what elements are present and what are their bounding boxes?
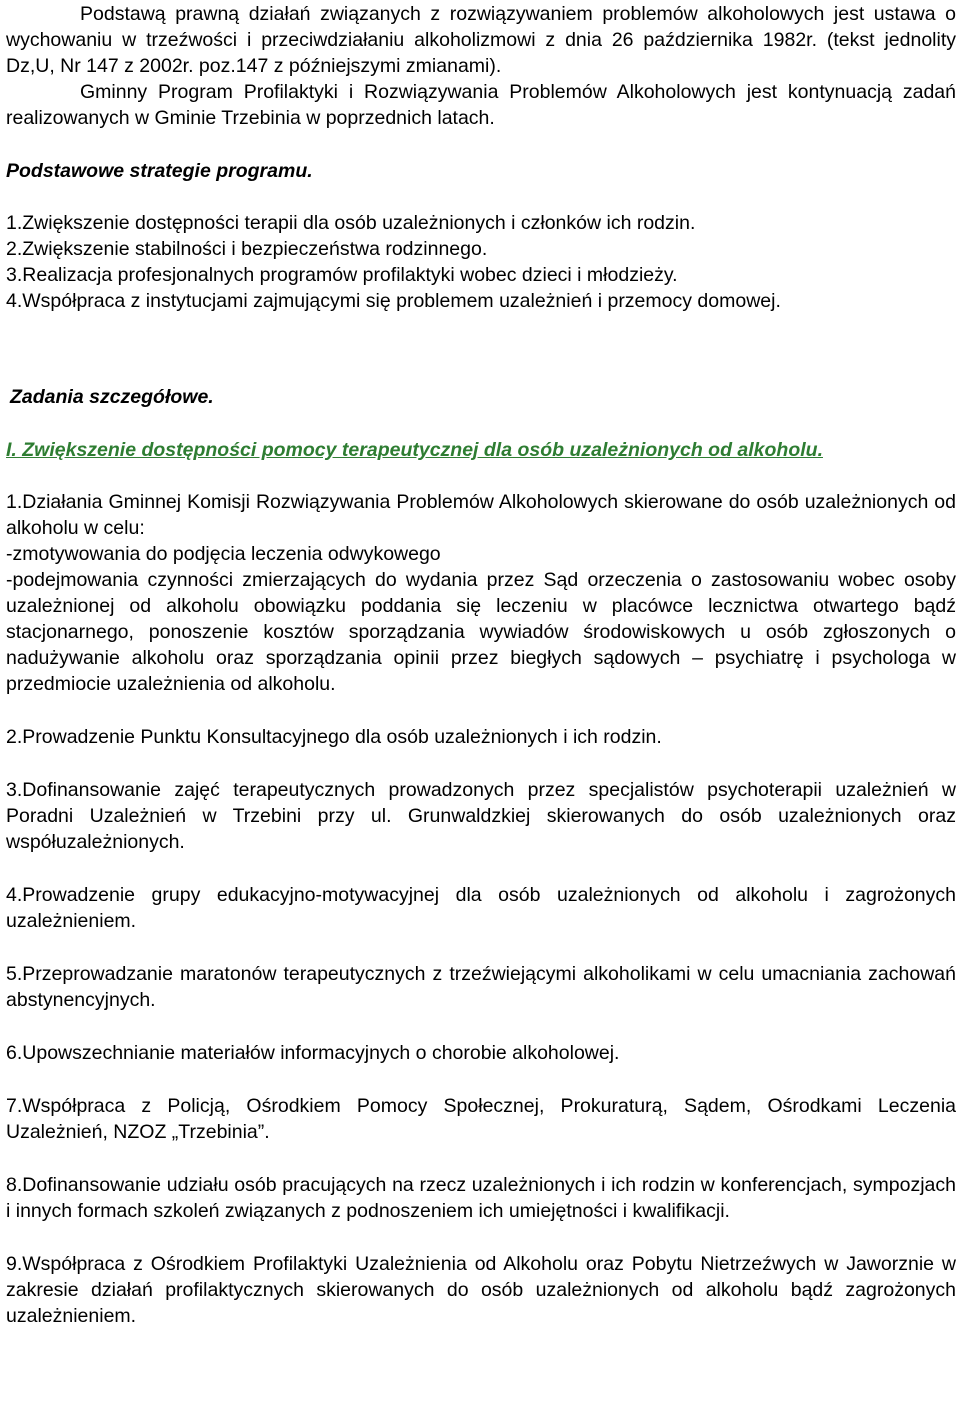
task-item-2: 2.Prowadzenie Punktu Konsultacyjnego dla osób uzależnionych i ich rodzin. bbox=[6, 726, 662, 748]
task-item-3: 3.Dofinansowanie zajęć terapeutycznych prowadzonych przez specjalistów psychoterapii uzależnień w Poradni Uzależnień w Trzebini przy ul. Grunwaldzkiej skierowanych do osób uzależnionych oraz współuzależnionych. bbox=[6, 779, 956, 853]
strategy-item: 2.Zwiększenie stabilności i bezpieczeństwa rodzinnego. bbox=[6, 238, 488, 260]
task-item-6: 6.Upowszechnianie materiałów informacyjnych o chorobie alkoholowej. bbox=[6, 1042, 620, 1064]
task-1-point-court-actions: -podejmowania czynności zmierzających do wydania przez Sąd orzeczenia o zastosowaniu wobec osoby uzależnionej od alkoholu obowiązku poddania się leczeniu w placówce lecznictwa otwartego bądź stacjonarnego, ponoszenie kosztów sporządzania wywiadów środowiskowych u osób zgłoszonych o nadużywanie alkoholu oraz sporządzania opinii przez biegłych sądowych – psychiatrę i psychologa w przedmiocie uzależnienia od alkoholu. bbox=[6, 569, 956, 695]
task-item-4: 4.Prowadzenie grupy edukacyjno-motywacyjnej dla osób uzależnionych od alkoholu i zagrożonych uzależnieniem. bbox=[6, 884, 956, 932]
tasks-heading: Zadania szczegółowe. bbox=[10, 386, 214, 408]
task-item-1 bbox=[6, 489, 956, 697]
intro-program-paragraph: Gminny Program Profilaktyki i Rozwiązywania Problemów Alkoholowych jest kontynuacją zadań realizowanych w Gminie Trzebinia w poprzednich latach. bbox=[6, 81, 956, 129]
task-1-point-motivation: -zmotywowania do podjęcia leczenia odwykowego bbox=[6, 543, 441, 565]
task-item-5: 5.Przeprowadzanie maratonów terapeutycznych z trzeźwiejącymi alkoholikami w celu umacniania zachowań abstynencyjnych. bbox=[6, 963, 956, 1011]
intro-legal-basis-paragraph: Podstawą prawną działań związanych z rozwiązywaniem problemów alkoholowych jest ustawa o wychowaniu w trzeźwości i przeciwdziałaniu alkoholizmowi z dnia 26 października 1982r. (tekst jednolity Dz,U, Nr 147 z 2002r. poz.147 z późniejszymi zmianami). bbox=[6, 3, 956, 77]
strategies-list bbox=[6, 210, 956, 314]
strategy-item: 4.Współpraca z instytucjami zajmującymi się problemem uzależnień i przemocy domowej. bbox=[6, 290, 781, 312]
task-item-9: 9.Współpraca z Ośrodkiem Profilaktyki Uzależnienia od Alkoholu oraz Pobytu Nietrzeźwych w Jaworznie w zakresie działań profilaktycznych skierowanych do osób uzależnionych od alkoholu bądź zagrożonych uzależnieniem. bbox=[6, 1253, 956, 1327]
section-title-therapy-access: I. Zwiększenie dostępności pomocy terapeutycznej dla osób uzależnionych od alkoholu. bbox=[6, 439, 823, 461]
document-page bbox=[6, 1, 956, 1329]
task-item-8: 8.Dofinansowanie udziału osób pracujących na rzecz uzależnionych i ich rodzin w konferencjach, sympozjach i innych formach szkoleń związanych z podnoszeniem ich umiejętności i kwalifikacji. bbox=[6, 1174, 956, 1222]
strategy-item: 1.Zwiększenie dostępności terapii dla osób uzależnionych i członków ich rodzin. bbox=[6, 212, 696, 234]
task-item-7: 7.Współpraca z Policją, Ośrodkiem Pomocy Społecznej, Prokuraturą, Sądem, Ośrodkami Leczenia Uzależnień, NZOZ „Trzebinia”. bbox=[6, 1095, 956, 1143]
task-1-intro: 1.Działania Gminnej Komisji Rozwiązywania Problemów Alkoholowych skierowane do osób uzależnionych od alkoholu w celu: bbox=[6, 491, 956, 539]
strategies-heading: Podstawowe strategie programu. bbox=[6, 160, 313, 182]
strategy-item: 3.Realizacja profesjonalnych programów profilaktyki wobec dzieci i młodzieży. bbox=[6, 264, 678, 286]
